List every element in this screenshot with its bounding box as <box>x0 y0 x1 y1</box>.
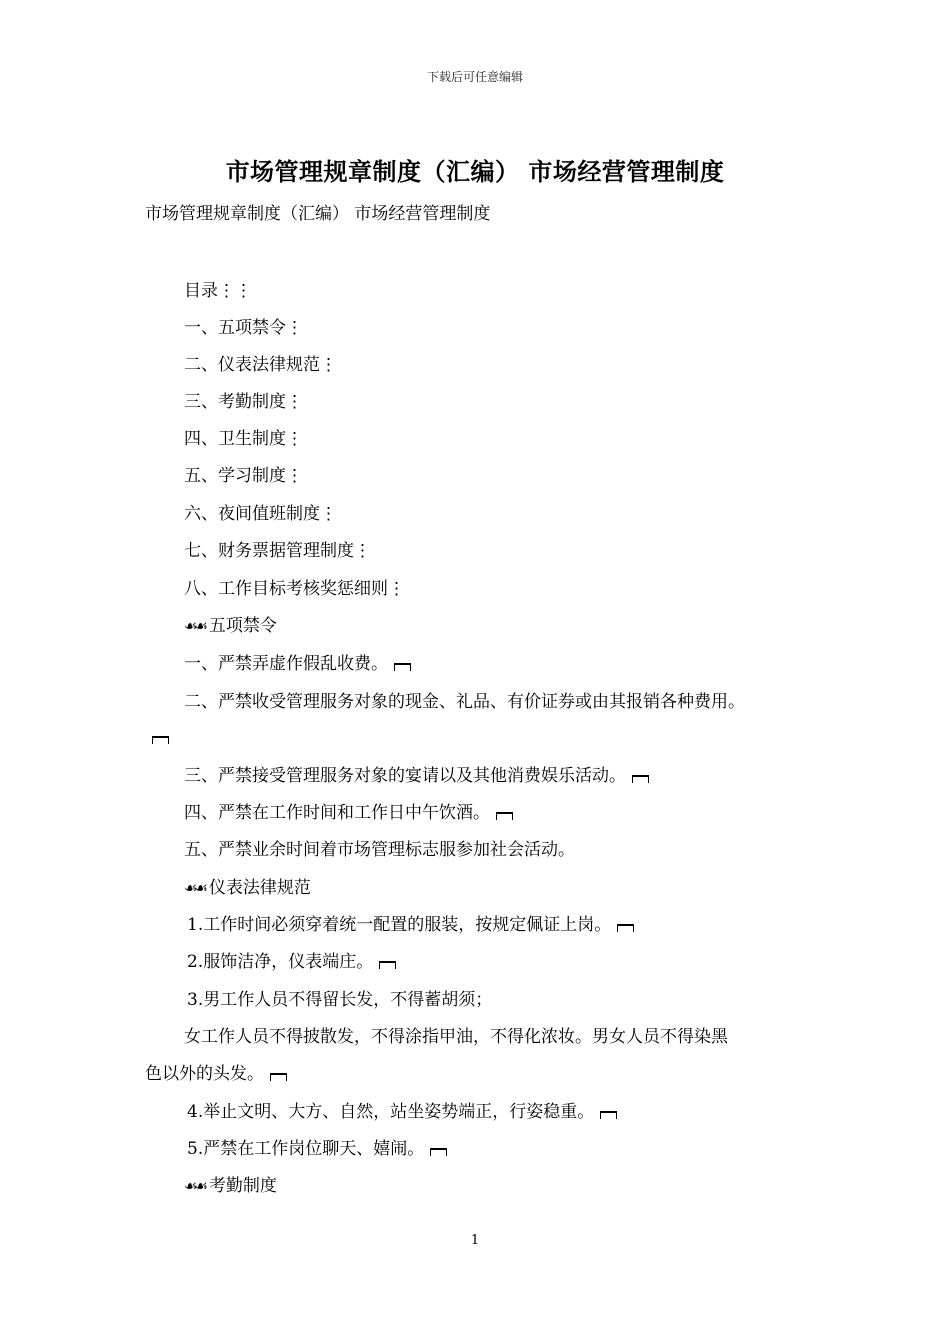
paragraph-text: 三、严禁接受管理服务对象的宴请以及其他消费娱乐活动。 <box>184 766 626 786</box>
toc-item: 三、考勤制度⋮ <box>184 392 303 412</box>
paragraph-text: 3.男工作人员不得留长发，不得蓄胡须； <box>187 990 493 1010</box>
paragraph <box>184 835 575 860</box>
paragraph-mark-icon <box>379 961 396 969</box>
toc-item: 八、工作目标考核奖惩细则⋮ <box>184 579 405 599</box>
floral-ornament-icon: ☙☙ <box>184 617 205 635</box>
paragraph-mark-icon <box>430 1148 447 1156</box>
floral-ornament-icon: ☙☙ <box>184 879 205 897</box>
floral-ornament-icon: ☙☙ <box>184 1177 205 1195</box>
paragraph <box>145 1059 287 1084</box>
paragraph <box>184 687 745 712</box>
paragraph <box>184 761 649 786</box>
page-number: 1 <box>470 1233 480 1248</box>
paragraph-text: 1.工作时间必须穿着统一配置的服装，按规定佩证上岗。 <box>187 915 612 935</box>
paragraph <box>187 1134 447 1159</box>
section-heading <box>184 873 311 898</box>
paragraph-mark-icon <box>496 812 513 820</box>
paragraph-text: 5.严禁在工作岗位聊天、嬉闹。 <box>187 1139 425 1159</box>
paragraph <box>184 1022 728 1047</box>
paragraph-text: 色以外的头发。 <box>145 1064 264 1084</box>
toc-item: 五、学习制度⋮ <box>184 466 303 486</box>
paragraph <box>184 798 513 823</box>
paragraph-text: 女工作人员不得披散发，不得涂指甲油，不得化浓妆。男女人员不得染黑 <box>184 1027 728 1047</box>
paragraph-mark-icon <box>617 924 634 932</box>
section-heading-text: 仪表法律规范 <box>208 878 311 898</box>
paragraph <box>187 910 634 935</box>
paragraph <box>184 649 411 674</box>
section-heading-text: 考勤制度 <box>208 1176 277 1196</box>
paragraph-mark-icon <box>632 775 649 783</box>
paragraph-mark-icon <box>152 736 169 744</box>
paragraph-text: 4.举止文明、大方、自然，站坐姿势端正，行姿稳重。 <box>187 1102 595 1122</box>
paragraph-text: 二、严禁收受管理服务对象的现金、礼品、有价证券或由其报销各种费用。 <box>184 692 745 712</box>
paragraph-text: 四、严禁在工作时间和工作日中午饮酒。 <box>184 803 490 823</box>
paragraph <box>187 1097 617 1122</box>
toc-item: 二、仪表法律规范⋮ <box>184 355 337 375</box>
document-title: 市场管理规章制度（汇编） 市场经营管理制度 <box>225 157 725 186</box>
section-heading <box>184 611 277 636</box>
paragraph <box>187 985 492 1010</box>
page-header-note: 下载后可任意编辑 <box>426 70 523 84</box>
toc-item: 七、财务票据管理制度⋮ <box>184 541 371 561</box>
section-heading <box>184 1171 277 1196</box>
paragraph-text: 五、严禁业余时间着市场管理标志服参加社会活动。 <box>184 840 575 860</box>
paragraph-mark-icon <box>394 663 411 671</box>
paragraph-mark-icon <box>600 1111 617 1119</box>
section-heading-text: 五项禁令 <box>208 616 277 636</box>
toc-item: 六、夜间值班制度⋮ <box>184 504 337 524</box>
toc-item: 一、五项禁令⋮ <box>184 318 303 338</box>
paragraph-text: 2.服饰洁净，仪表端庄。 <box>187 952 374 972</box>
paragraph-mark-icon <box>270 1073 287 1081</box>
document-subtitle: 市场管理规章制度（汇编） 市场经营管理制度 <box>145 204 491 224</box>
paragraph-text: 一、严禁弄虚作假乱收费。 <box>184 654 388 674</box>
paragraph <box>187 947 396 972</box>
toc-item: 四、卫生制度⋮ <box>184 429 303 449</box>
toc-heading: 目录⋮⋮ <box>184 281 252 301</box>
